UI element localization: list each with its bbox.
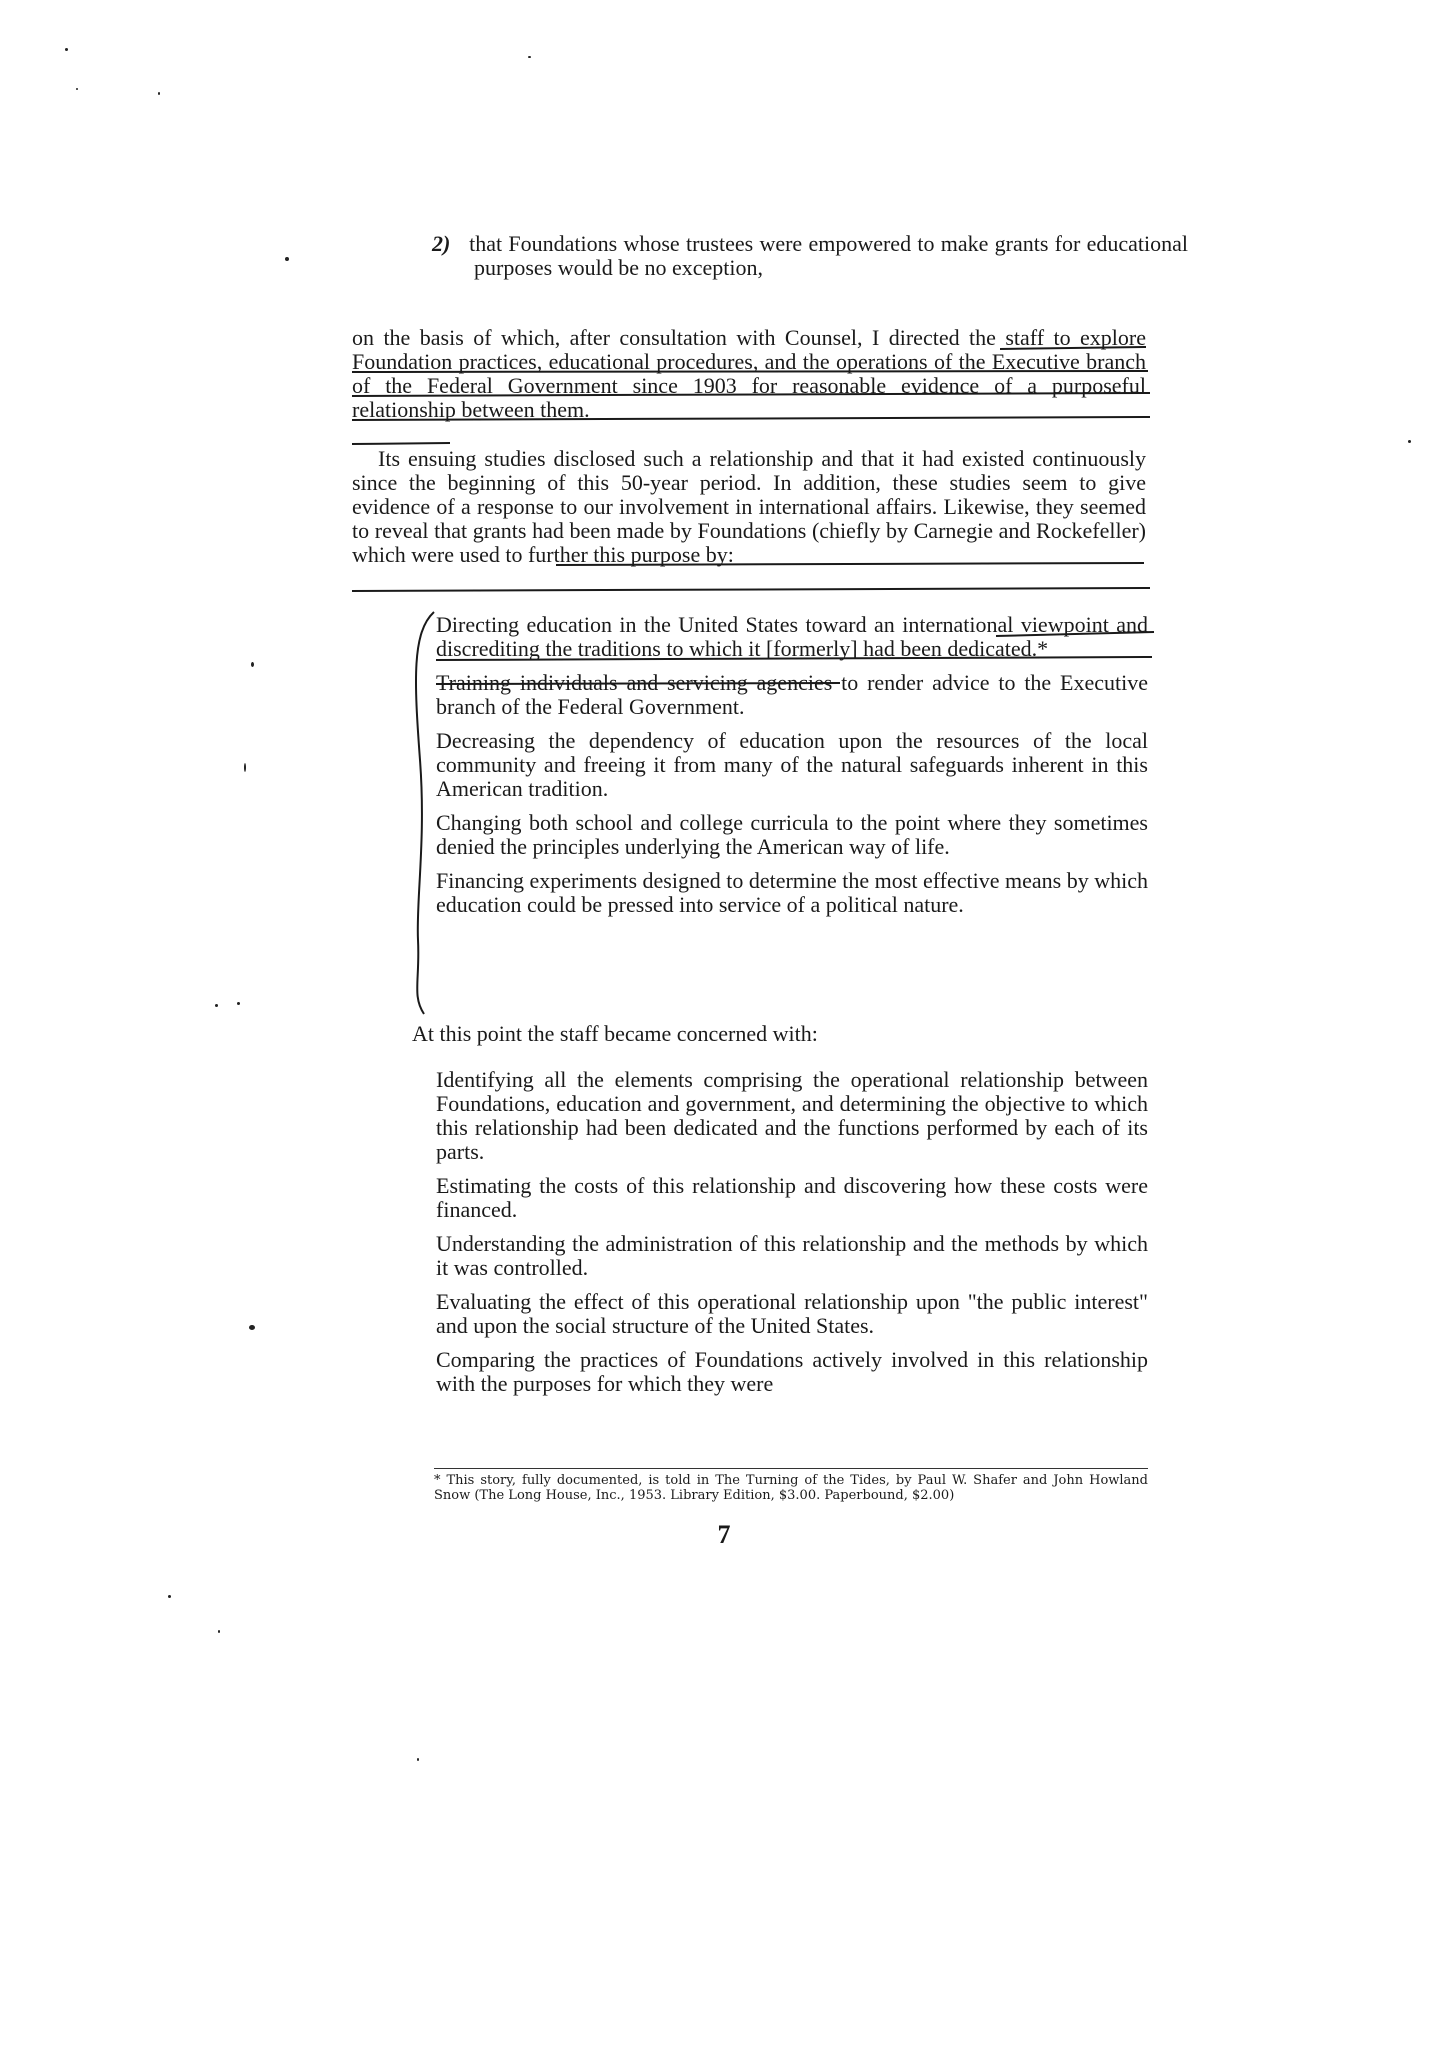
underline-mark (436, 657, 1152, 660)
list-item: Decreasing the dependency of education upon the resources of the local community and freeing it from many of the natural safeguards inherent in this American tradition. (436, 728, 1148, 801)
underline-mark (352, 443, 450, 444)
underline-mark (352, 371, 1148, 372)
bracket-mark (416, 612, 434, 1014)
list-item: Understanding the administration of this relationship and the methods by which it was controlled. (436, 1231, 1148, 1280)
underline-mark (1000, 347, 1146, 349)
footnote: * This story, fully documented, is told in The Turning of the Tides, by Paul W. Shafer and John Howland Snow (The Long House, Inc., 1953. Library Edition, $3.00. Paperbound, $2.00) (434, 1468, 1148, 1503)
list-item: Evaluating the effect of this operational relationship upon "the public interest" and upon the social structure of the United States. (436, 1289, 1148, 1338)
item-number: 2) (432, 231, 451, 256)
list-item: Changing both school and college curricula to the point where they sometimes denied the principles underlying the American way of life. (436, 810, 1148, 859)
underline-mark (352, 393, 1150, 396)
underline-mark (996, 632, 1154, 636)
paragraph-directive: on the basis of which, after consultation with Counsel, I directed the staff to explore Foundation practices, educational procedures, and the operations of the Executive branch of the Federal Government since 1903 for reasonable evidence of a purposeful relationship between them. (352, 325, 1146, 422)
page-number: 7 (717, 1520, 731, 1549)
underline-mark (352, 588, 1150, 591)
list-item: Training individuals and servicing agencies to render advice to the Executive branch of the Federal Government. (436, 670, 1148, 719)
item-text: that Foundations whose trustees were empowered to make grants for educational purposes would be no exception, (469, 231, 1189, 280)
underline-mark (556, 563, 1144, 565)
list-item: Financing experiments designed to determine the most effective means by which education could be pressed into service of a political nature. (436, 868, 1148, 917)
list-item: Estimating the costs of this relationship and discovering how these costs were financed. (436, 1173, 1148, 1222)
list-item: Directing education in the United States toward an international viewpoint and discrediting the traditions to which it [formerly] had been dedicated.* (436, 612, 1148, 661)
underline-mark (436, 683, 840, 684)
underline-mark (352, 417, 1150, 420)
concern-heading: At this point the staff became concerned with: (412, 1021, 818, 1046)
list-item: Identifying all the elements comprising the operational relationship between Foundations, education and government, and determining the objective to which this relationship had been dedicated and the functions performed by each of its parts. (436, 1067, 1148, 1164)
paragraph-findings: Its ensuing studies disclosed such a relationship and that it had existed continuously since the beginning of this 50-year period. In addition, these studies seem to give evidence of a response to our involvement in international affairs. Likewise, they seemed to reveal that grants had been made by Foundations (chiefly by Carnegie and Rockefeller) which were used to further this purpose by: (352, 446, 1146, 567)
list-item: Comparing the practices of Foundations actively involved in this relationship with the purposes for which they were (436, 1347, 1148, 1396)
